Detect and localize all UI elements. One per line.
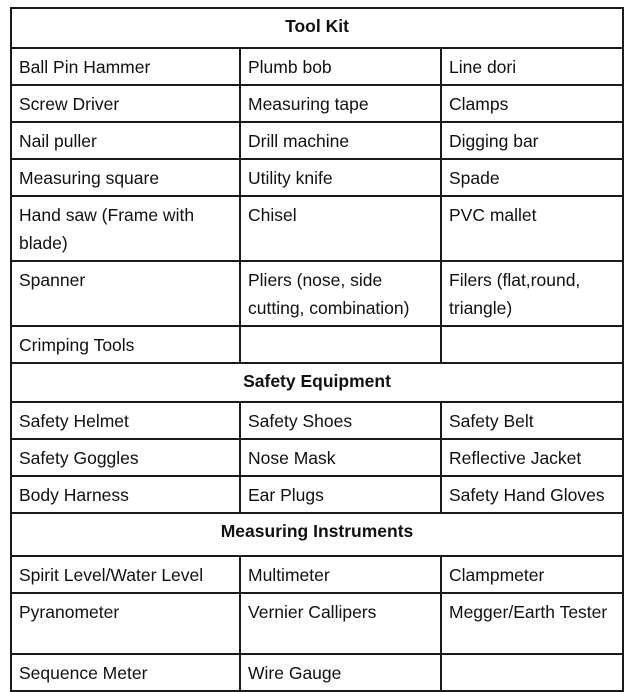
table-cell: Pliers (nose, side cutting, combination) bbox=[240, 261, 441, 326]
table-cell: Measuring square bbox=[11, 159, 240, 196]
section-title-tool-kit: Tool Kit bbox=[11, 8, 623, 48]
empty-cell bbox=[240, 326, 441, 363]
table-cell: Utility knife bbox=[240, 159, 441, 196]
table-row bbox=[11, 439, 623, 476]
table-cell: Wire Gauge bbox=[240, 654, 441, 691]
table-row bbox=[11, 159, 623, 196]
table-cell: Body Harness bbox=[11, 476, 240, 513]
tool-kit-table bbox=[10, 7, 624, 692]
table-cell: Clamps bbox=[441, 85, 623, 122]
section-header-row bbox=[11, 8, 623, 48]
table-cell: Ear Plugs bbox=[240, 476, 441, 513]
table-cell: PVC mallet bbox=[441, 196, 623, 261]
table-cell: Safety Belt bbox=[441, 402, 623, 439]
table-cell: Chisel bbox=[240, 196, 441, 261]
table-cell: Spirit Level/Water Level bbox=[11, 556, 240, 593]
table-cell: Multimeter bbox=[240, 556, 441, 593]
table-cell: Vernier Callipers bbox=[240, 593, 441, 654]
table-row bbox=[11, 326, 623, 363]
table-row bbox=[11, 48, 623, 85]
empty-cell bbox=[441, 326, 623, 363]
table-cell: Ball Pin Hammer bbox=[11, 48, 240, 85]
table-cell: Megger/Earth Tester bbox=[441, 593, 623, 654]
table-cell: Nose Mask bbox=[240, 439, 441, 476]
section-header-row bbox=[11, 513, 623, 556]
table-cell: Measuring tape bbox=[240, 85, 441, 122]
table-cell: Safety Goggles bbox=[11, 439, 240, 476]
table-cell: Screw Driver bbox=[11, 85, 240, 122]
table-cell: Spanner bbox=[11, 261, 240, 326]
table-row bbox=[11, 402, 623, 439]
table-cell: Drill machine bbox=[240, 122, 441, 159]
table-cell: Digging bar bbox=[441, 122, 623, 159]
table-row bbox=[11, 593, 623, 654]
empty-cell bbox=[441, 654, 623, 691]
table-cell: Safety Hand Gloves bbox=[441, 476, 623, 513]
table-row bbox=[11, 654, 623, 691]
table-cell: Nail puller bbox=[11, 122, 240, 159]
table-cell: Line dori bbox=[441, 48, 623, 85]
table-row bbox=[11, 85, 623, 122]
table-row bbox=[11, 261, 623, 326]
table-cell: Crimping Tools bbox=[11, 326, 240, 363]
table-cell: Filers (flat,round, triangle) bbox=[441, 261, 623, 326]
table-cell: Safety Shoes bbox=[240, 402, 441, 439]
table-row bbox=[11, 476, 623, 513]
table-cell: Safety Helmet bbox=[11, 402, 240, 439]
table-cell: Clampmeter bbox=[441, 556, 623, 593]
section-title-safety-equipment: Safety Equipment bbox=[11, 363, 623, 402]
table-cell: Pyranometer bbox=[11, 593, 240, 654]
section-header-row bbox=[11, 363, 623, 402]
table-cell: Spade bbox=[441, 159, 623, 196]
table-cell: Plumb bob bbox=[240, 48, 441, 85]
table-cell: Hand saw (Frame with blade) bbox=[11, 196, 240, 261]
table-row bbox=[11, 196, 623, 261]
section-title-measuring-instruments: Measuring Instruments bbox=[11, 513, 623, 556]
table-row bbox=[11, 122, 623, 159]
table-row bbox=[11, 556, 623, 593]
table-cell: Reflective Jacket bbox=[441, 439, 623, 476]
table-cell: Sequence Meter bbox=[11, 654, 240, 691]
